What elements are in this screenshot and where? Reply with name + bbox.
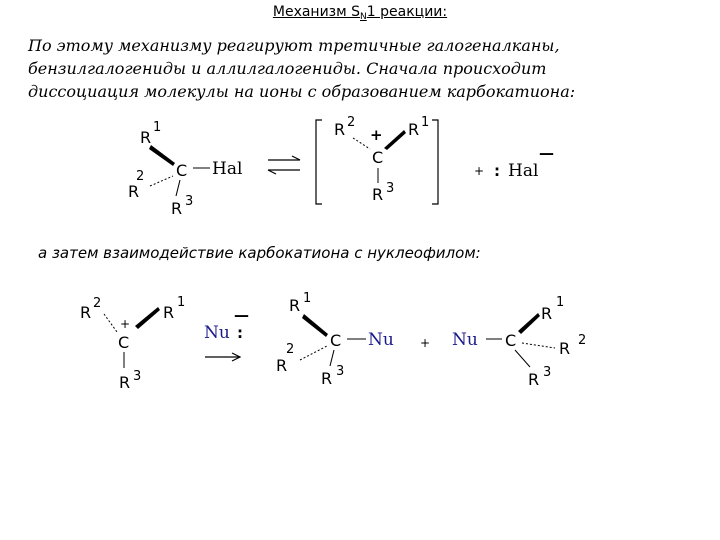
- reactant-alkyl-halide: [128, 120, 242, 218]
- carbon-atom: C: [330, 331, 342, 350]
- carbon-atom: C: [505, 331, 517, 350]
- r3-superscript: 3: [185, 194, 194, 209]
- r2-label: R: [276, 356, 288, 375]
- carbocation-reactant: [80, 295, 185, 392]
- nu-label: Nu: [368, 330, 394, 350]
- wedge-bond: [384, 130, 406, 150]
- r3-label: R: [171, 199, 183, 218]
- nu-label: Nu: [452, 330, 478, 350]
- right-bracket: [432, 120, 438, 204]
- carbon-atom: C: [372, 148, 384, 167]
- dashed-bond: [522, 343, 555, 348]
- r2-label: R: [334, 120, 346, 139]
- r1-superscript: 1: [177, 295, 186, 310]
- dashed-bond: [300, 346, 327, 360]
- reaction-arrow-icon: [205, 353, 240, 361]
- r1-superscript: 1: [153, 120, 162, 135]
- wedge-bond: [135, 307, 160, 329]
- r2-label: R: [80, 303, 92, 322]
- nucleophile-step-caption: а затем взаимодействие карбокатиона с нуклеофилом:: [38, 244, 481, 262]
- r2-superscript: 2: [136, 169, 145, 184]
- r3-superscript: 3: [133, 369, 142, 384]
- nucleophile-minus: —: [234, 306, 249, 324]
- title-tail: 1 реакции:: [366, 4, 448, 20]
- r2-superscript: 2: [286, 342, 295, 357]
- r3-label: R: [321, 369, 333, 388]
- wedge-bond: [149, 145, 175, 166]
- r2-label: R: [128, 182, 140, 201]
- title-main: Механизм S: [272, 4, 361, 20]
- plus-sign: +: [474, 164, 485, 178]
- nu-label: Nu: [204, 323, 230, 343]
- cation-plus: +: [120, 317, 131, 331]
- halide-anion: [494, 144, 554, 181]
- anion-minus: —: [539, 144, 554, 162]
- r2-label: R: [559, 339, 571, 358]
- r1-label: R: [289, 296, 301, 315]
- carbon-atom: C: [118, 333, 130, 352]
- nucleophile: [204, 306, 249, 343]
- carbon-atom: C: [176, 161, 188, 180]
- intro-line: бензилгалогениды и аллилгалогениды. Сначала происходит: [28, 59, 547, 78]
- r2-superscript: 2: [347, 115, 356, 130]
- r1-label: R: [541, 304, 553, 323]
- r3-superscript: 3: [386, 181, 395, 196]
- r1-label: R: [140, 128, 152, 147]
- wedge-bond: [518, 313, 540, 334]
- r2-superscript: 2: [578, 333, 587, 348]
- carbocation-intermediate: [316, 115, 438, 204]
- r3-label: R: [119, 373, 131, 392]
- intro-line: диссоциация молекулы на ионы с образованием карбокатиона:: [28, 82, 576, 101]
- product-isomer-2: [452, 295, 586, 389]
- bond-r3: [330, 350, 334, 366]
- r1-label: R: [163, 303, 175, 322]
- equilibrium-arrow-icon: [268, 156, 300, 174]
- r3-label: R: [528, 370, 540, 389]
- dashed-bond: [353, 138, 370, 149]
- title-subscript: N: [360, 12, 367, 22]
- lone-pair-colon: :: [237, 324, 243, 342]
- bond-r3: [176, 180, 180, 196]
- bond-r3: [515, 350, 530, 367]
- dashed-bond: [150, 176, 173, 186]
- cation-plus: +: [370, 126, 383, 144]
- left-bracket: [316, 120, 322, 204]
- product-isomer-1: [276, 291, 394, 388]
- r1-superscript: 1: [556, 295, 565, 310]
- hal-label: Hal: [212, 159, 243, 179]
- r3-superscript: 3: [543, 365, 552, 380]
- dashed-bond: [104, 314, 117, 332]
- r1-label: R: [408, 120, 420, 139]
- plus-sign: +: [420, 336, 431, 350]
- r1-superscript: 1: [421, 115, 430, 130]
- r3-label: R: [372, 185, 384, 204]
- r3-superscript: 3: [336, 364, 345, 379]
- r1-superscript: 1: [303, 291, 312, 306]
- intro-line: По этому механизму реагируют третичные галогеналканы,: [28, 36, 560, 55]
- lone-pair-colon: :: [494, 162, 500, 180]
- wedge-bond: [302, 314, 328, 337]
- r2-superscript: 2: [93, 296, 102, 311]
- hal-label: Hal: [508, 161, 539, 181]
